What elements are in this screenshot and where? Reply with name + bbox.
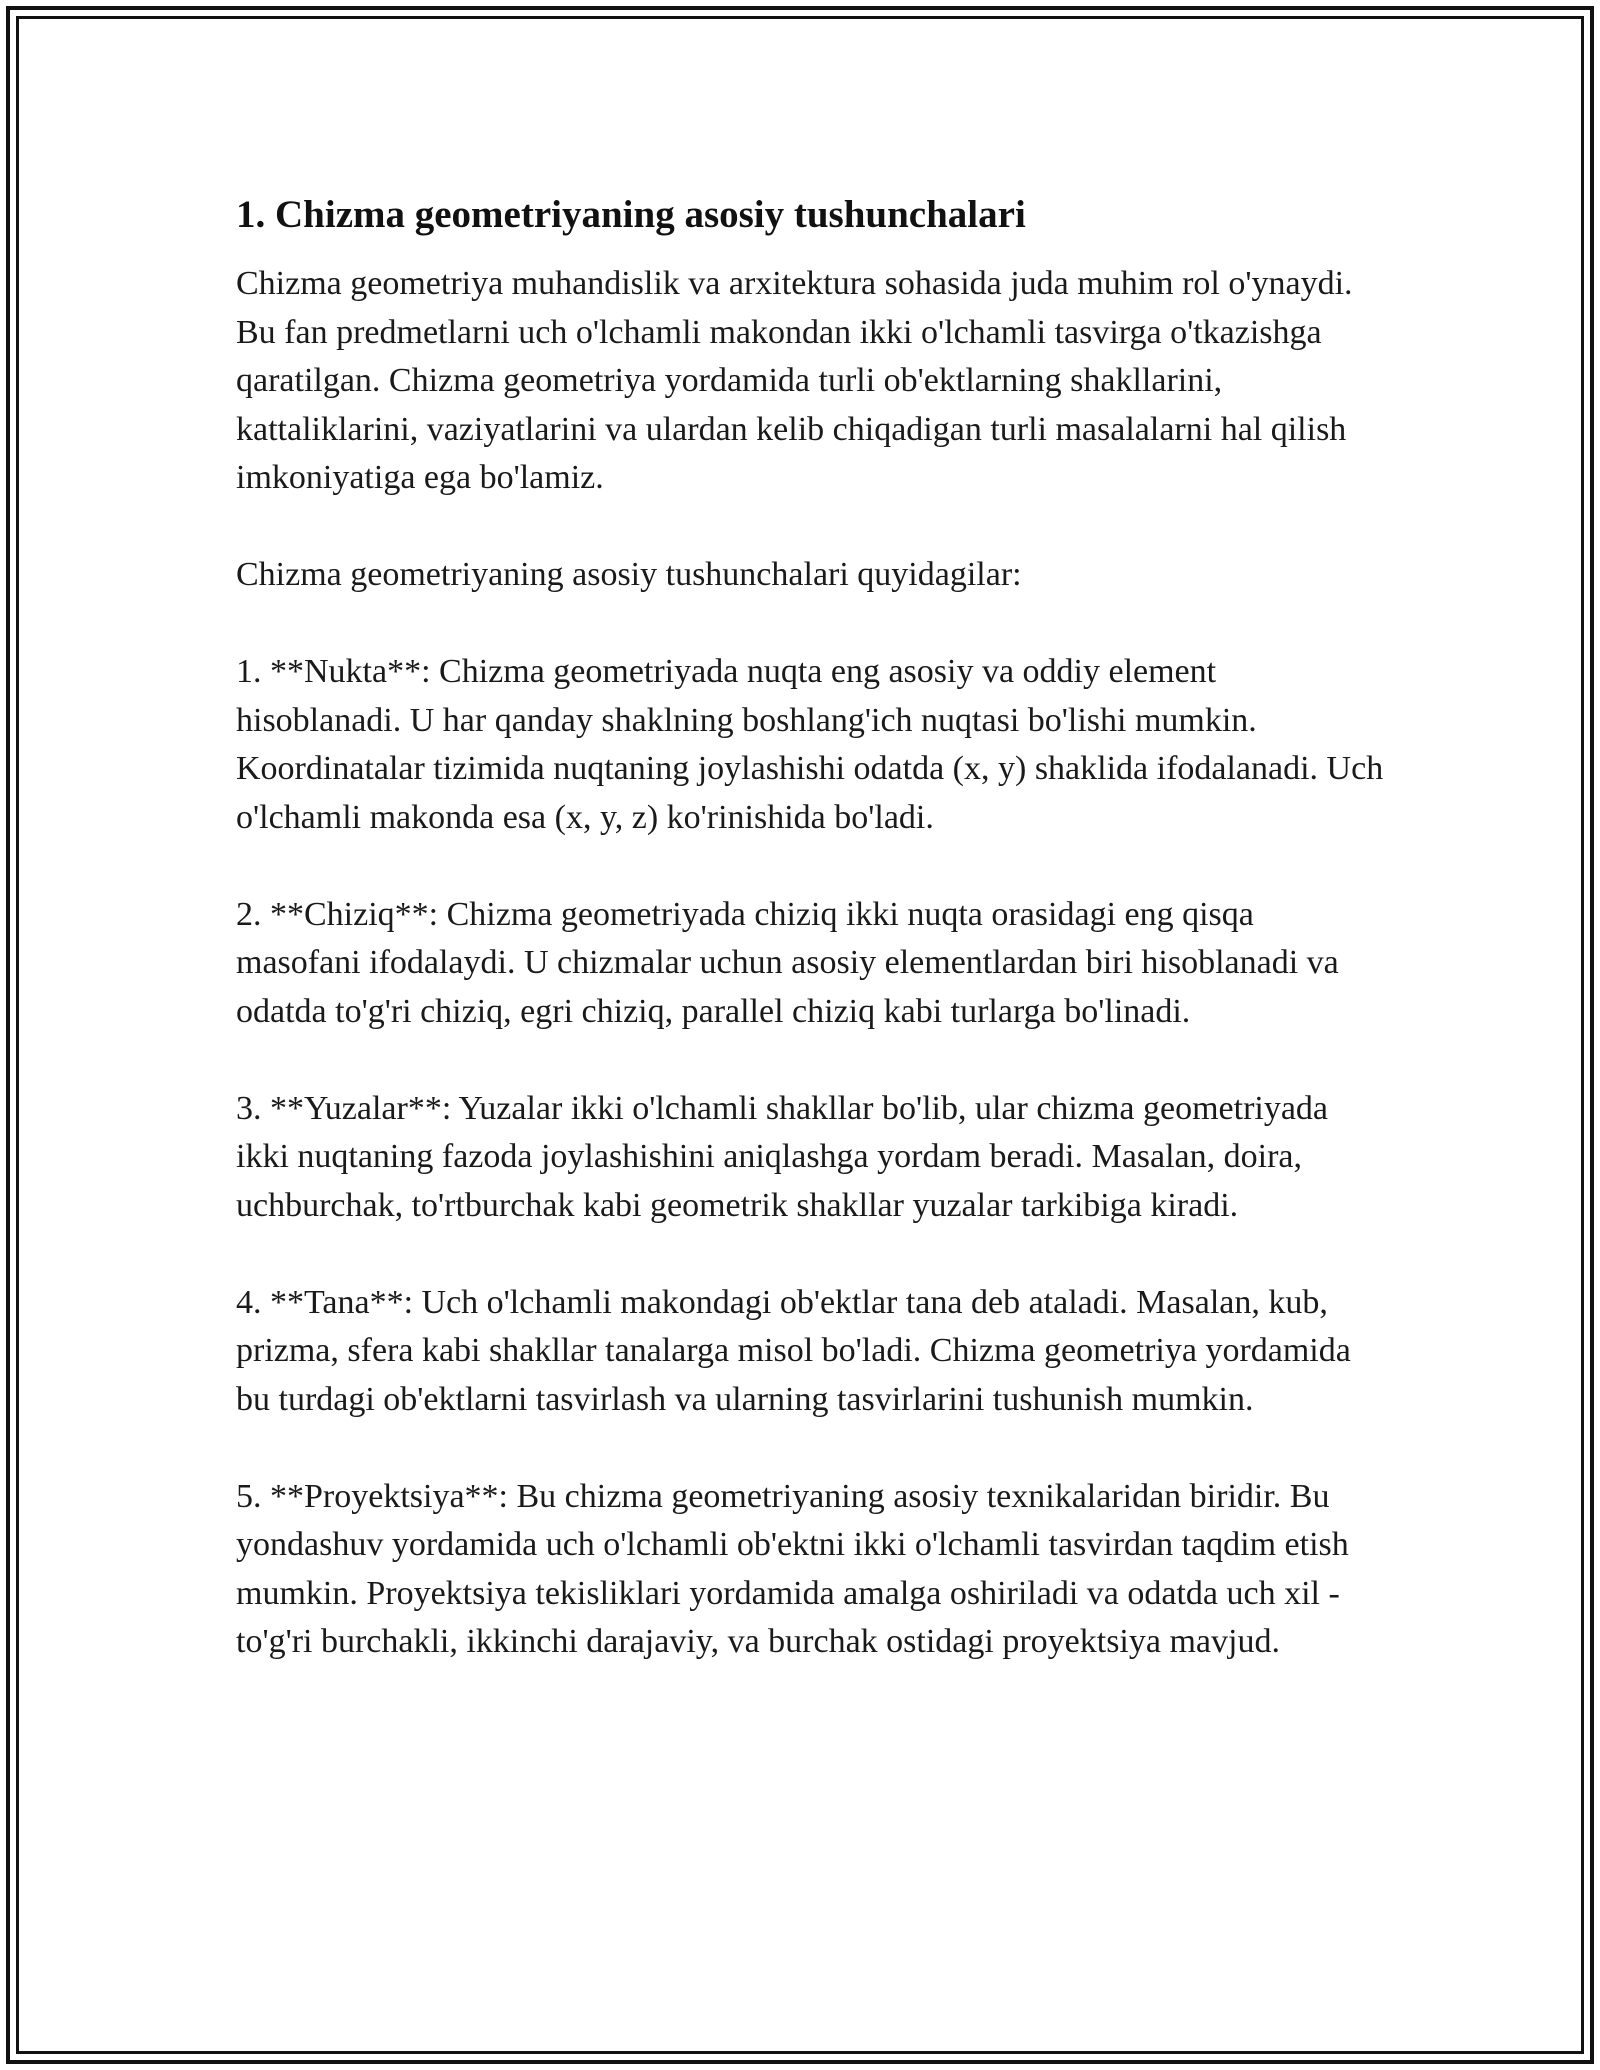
intro-paragraph: Chizma geometriya muhandislik va arxitektura sohasida juda muhim rol o'ynaydi. Bu fan predmetlarni uch o'lchamli makondan ikki o'lchamli tasvirga o'tkazishga qaratilgan. Chizma geometriya yordamida turli ob'ektlarning shakllarini, kattaliklarini, vaziyatlarini va ulardan kelib chiqadigan turli masalalarni hal qilish imkoniyatiga ega bo'lamiz. bbox=[236, 265, 1353, 496]
list-item-chiziq: 2. **Chiziq**: Chizma geometriyada chiziq ikki nuqta orasidagi eng qisqa masofani ifodalaydi. U chizmalar uchun asosiy elementlardan biri hisoblanadi va odatda to'g'ri chiziq, egri chiziq, parallel chiziq kabi turlarga bo'linadi. bbox=[236, 895, 1339, 1030]
list-item-nukta: 1. **Nukta**: Chizma geometriyada nuqta eng asosiy va oddiy element hisoblanadi. U har qanday shaklning boshlang'ich nuqtasi bo'lishi mumkin. Koordinatalar tizimida nuqtaning joylashishi odatda (x, y) shaklida ifodalanadi. Uch o'lchamli makonda esa (x, y, z) ko'rinishida bo'ladi. bbox=[236, 653, 1384, 836]
document-body bbox=[236, 185, 1386, 1715]
list-item-tana: 4. **Tana**: Uch o'lchamli makondagi ob'ektlar tana deb ataladi. Masalan, kub, prizma, sfera kabi shakllar tanalarga misol bo'ladi. Chizma geometriya yordamida bu turdagi ob'ektlarni tasvirlash va ularning tasvirlarini tushunish mumkin. bbox=[236, 1283, 1351, 1418]
list-item-proyektsiya: 5. **Proyektsiya**: Bu chizma geometriyaning asosiy texnikalaridan biridir. Bu yondashuv yordamida uch o'lchamli ob'ektni ikki o'lchamli tasvirdan taqdim etish mumkin. Proyektsiya tekisliklari yordamida amalga oshiriladi va odatda uch xil - to'g'ri burchakli, ikkinchi darajaviy, va burchak ostidagi proyektsiya mavjud. bbox=[236, 1477, 1349, 1660]
list-lead-paragraph: Chizma geometriyaning asosiy tushunchalari quyidagilar: bbox=[236, 556, 1022, 593]
list-item-yuzalar: 3. **Yuzalar**: Yuzalar ikki o'lchamli shakllar bo'lib, ular chizma geometriyada ikki nuqtaning fazoda joylashishini aniqlashga yordam beradi. Masalan, doira, uchburchak, to'rtburchak kabi geometrik shakllar yuzalar tarkibiga kiradi. bbox=[236, 1089, 1329, 1224]
section-heading: 1. Chizma geometriyaning asosiy tushunchalari bbox=[236, 193, 1026, 236]
